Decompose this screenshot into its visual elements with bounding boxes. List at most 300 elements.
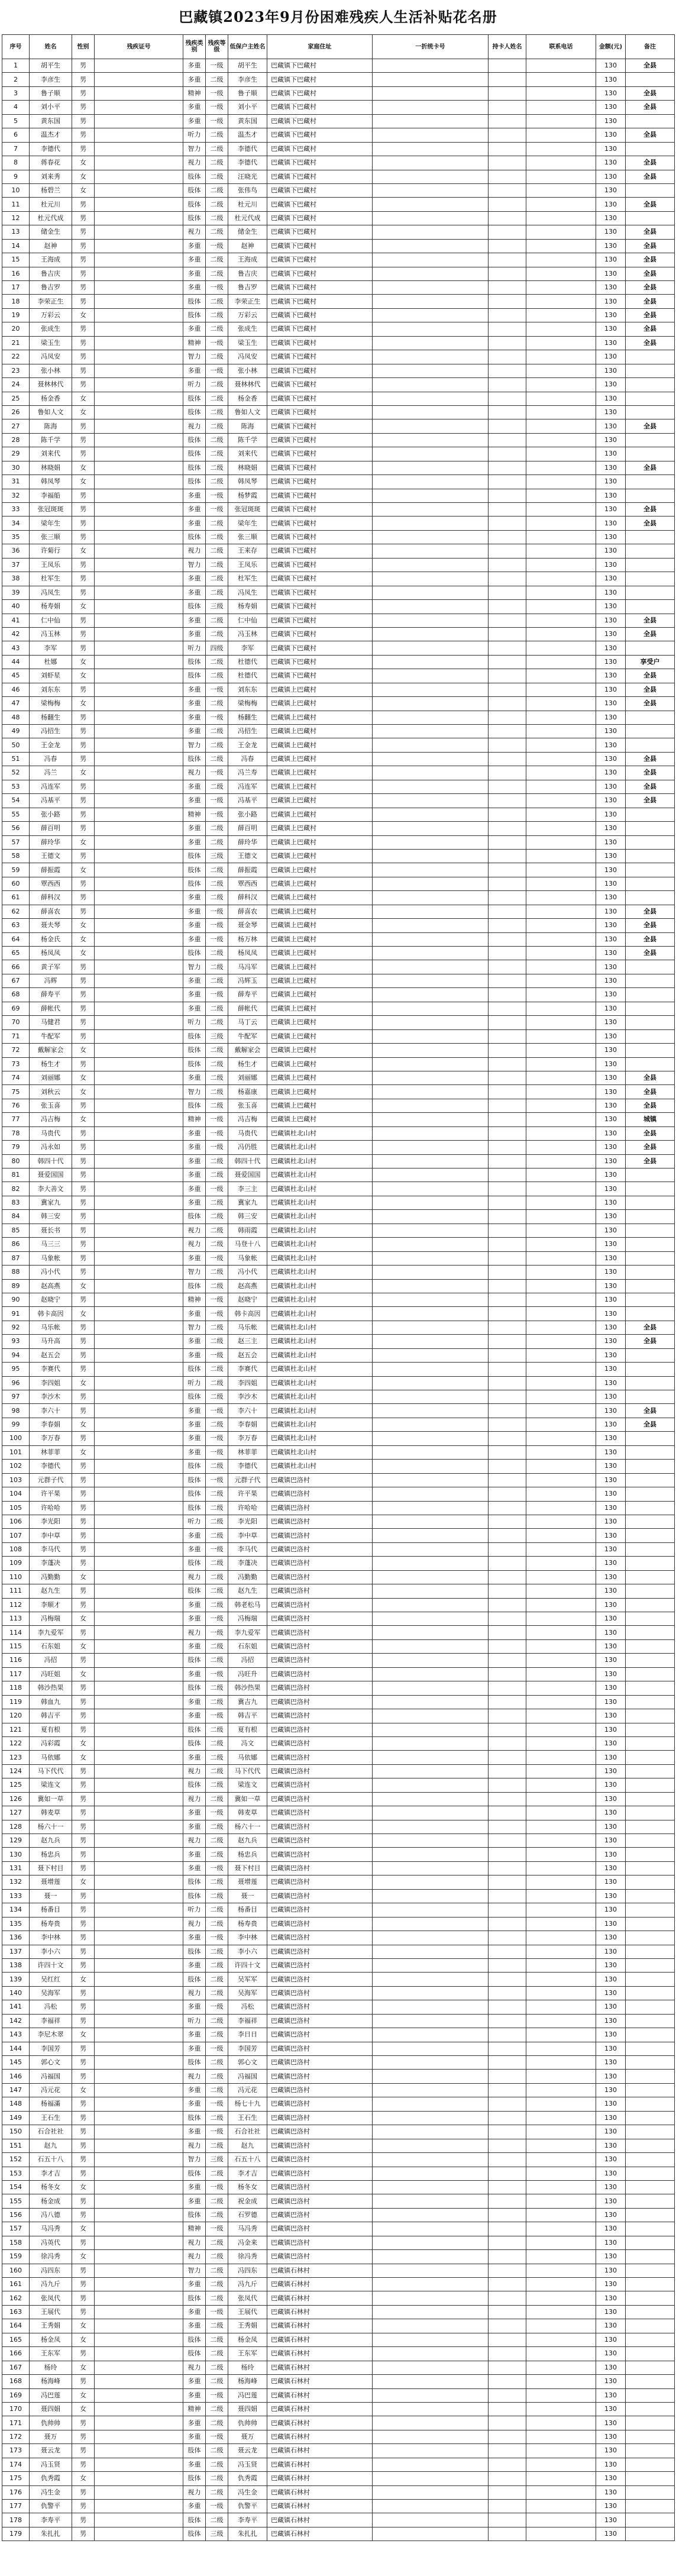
- cell-seq: 47: [2, 697, 30, 711]
- cell-householder: 胡平生: [228, 59, 267, 73]
- cell-note: 全县: [626, 1404, 675, 1418]
- cell-gender: 女: [72, 2222, 95, 2236]
- table-row: [2, 683, 675, 696]
- cell-disability-level: 二级: [206, 461, 228, 474]
- cell-bankcard: [373, 1404, 489, 1418]
- cell-amount: 130: [596, 1570, 626, 1584]
- cell-amount: 130: [596, 1487, 626, 1501]
- cell-disability-level: 二级: [206, 1736, 228, 1750]
- cell-amount: 130: [596, 627, 626, 641]
- cell-seq: 54: [2, 794, 30, 808]
- cell-address: 巴藏镇上巴藏村: [267, 1016, 373, 1029]
- cell-address: 巴藏镇上巴藏村: [267, 780, 373, 793]
- cell-disability-level: 一级: [206, 59, 228, 73]
- cell-disability-type: 多重: [183, 364, 206, 377]
- cell-amount: 130: [596, 1002, 626, 1015]
- cell-amount: 130: [596, 114, 626, 128]
- cell-cardholder: [489, 1945, 526, 1958]
- cell-amount: 130: [596, 988, 626, 1002]
- cell-phone: [526, 1973, 596, 1986]
- cell-seq: 131: [2, 1861, 30, 1875]
- cell-note: [626, 1917, 675, 1931]
- cell-householder: 温杰才: [228, 128, 267, 142]
- cell-disability-type: 视力: [183, 1764, 206, 1778]
- cell-seq: 122: [2, 1736, 30, 1750]
- cell-householder: 许平果: [228, 1487, 267, 1501]
- cell-householder: 李德代: [228, 156, 267, 170]
- cell-address: 巴藏镇下巴藏村: [267, 225, 373, 239]
- cell-phone: [526, 86, 596, 100]
- cell-address: 巴藏镇巴洛村: [267, 1654, 373, 1667]
- table-row: [2, 669, 675, 683]
- cell-disability-level: 二级: [206, 253, 228, 267]
- cell-householder: 冯凤安: [228, 350, 267, 364]
- cell-bankcard: [373, 1848, 489, 1861]
- cell-address: 巴藏镇杜北山村: [267, 1418, 373, 1431]
- cell-idcard: [95, 1348, 183, 1362]
- cell-cardholder: [489, 1044, 526, 1057]
- cell-disability-level: 二级: [206, 669, 228, 683]
- cell-disability-level: 二级: [206, 725, 228, 738]
- cell-address: 巴藏镇巴洛村: [267, 1764, 373, 1778]
- cell-cardholder: [489, 59, 526, 73]
- table-row: [2, 461, 675, 474]
- cell-householder: 王金龙: [228, 738, 267, 752]
- cell-disability-level: 二级: [206, 2070, 228, 2083]
- cell-bankcard: [373, 2264, 489, 2277]
- cell-name: 张凤代: [30, 2291, 72, 2305]
- cell-disability-type: 多重: [183, 1598, 206, 1612]
- cell-phone: [526, 558, 596, 572]
- cell-disability-level: 一级: [206, 919, 228, 932]
- cell-disability-type: 肢体: [183, 392, 206, 405]
- cell-seq: 129: [2, 1834, 30, 1848]
- cell-seq: 178: [2, 2513, 30, 2527]
- cell-amount: 130: [596, 1806, 626, 1820]
- cell-address: 巴藏镇石林村: [267, 2347, 373, 2361]
- cell-amount: 130: [596, 295, 626, 308]
- cell-note: 全县: [626, 683, 675, 696]
- cell-seq: 179: [2, 2527, 30, 2541]
- table-row: [2, 794, 675, 808]
- cell-householder: 李国芳: [228, 2042, 267, 2055]
- cell-name: 仇秀霞: [30, 2472, 72, 2485]
- table-row: [2, 1016, 675, 1029]
- cell-address: 巴藏镇杜北山村: [267, 1335, 373, 1348]
- cell-cardholder: [489, 572, 526, 586]
- cell-name: 马依娜: [30, 1751, 72, 1764]
- cell-name: 李万春: [30, 1432, 72, 1445]
- cell-name: 仁中仙: [30, 614, 72, 627]
- cell-disability-type: 肢体: [183, 1501, 206, 1515]
- cell-disability-type: 肢体: [183, 849, 206, 863]
- cell-address: 巴藏镇上巴藏村: [267, 1113, 373, 1126]
- cell-disability-type: 多重: [183, 101, 206, 114]
- cell-disability-level: 二级: [206, 1266, 228, 1279]
- cell-phone: [526, 932, 596, 946]
- cell-disability-level: 二级: [206, 128, 228, 142]
- cell-seq: 31: [2, 475, 30, 489]
- table-row: [2, 2222, 675, 2236]
- cell-disability-level: 二级: [206, 225, 228, 239]
- cell-name: 马三三: [30, 1238, 72, 1251]
- cell-seq: 164: [2, 2319, 30, 2333]
- table-row: [2, 1861, 675, 1875]
- cell-disability-type: 视力: [183, 2139, 206, 2152]
- cell-cardholder: [489, 2083, 526, 2097]
- table-row: [2, 919, 675, 932]
- cell-disability-level: 二级: [206, 2402, 228, 2416]
- cell-householder: 杨海峰: [228, 2375, 267, 2388]
- cell-gender: 男: [72, 239, 95, 253]
- cell-amount: 130: [596, 59, 626, 73]
- cell-idcard: [95, 1945, 183, 1958]
- cell-seq: 2: [2, 73, 30, 86]
- cell-name: 杜军生: [30, 572, 72, 586]
- cell-amount: 130: [596, 1404, 626, 1418]
- cell-disability-type: 多重: [183, 2125, 206, 2139]
- cell-householder: 李德代: [228, 142, 267, 156]
- cell-amount: 130: [596, 1723, 626, 1736]
- cell-bankcard: [373, 932, 489, 946]
- cell-disability-level: 二级: [206, 170, 228, 183]
- cell-disability-type: 多重: [183, 1404, 206, 1418]
- cell-cardholder: [489, 1792, 526, 1806]
- cell-idcard: [95, 780, 183, 793]
- cell-gender: 男: [72, 1348, 95, 1362]
- cell-phone: [526, 2056, 596, 2070]
- cell-disability-level: 二级: [206, 1917, 228, 1931]
- cell-disability-level: 二级: [206, 2028, 228, 2042]
- cell-amount: 130: [596, 142, 626, 156]
- cell-seq: 58: [2, 849, 30, 863]
- cell-disability-level: 一级: [206, 1612, 228, 1626]
- table-row: [2, 1335, 675, 1348]
- cell-bankcard: [373, 2139, 489, 2152]
- header-amount: 金额(元): [596, 35, 626, 59]
- cell-cardholder: [489, 1071, 526, 1084]
- cell-bankcard: [373, 1973, 489, 1986]
- cell-note: [626, 1363, 675, 1376]
- cell-disability-level: 二级: [206, 378, 228, 392]
- cell-bankcard: [373, 2305, 489, 2319]
- cell-disability-type: 多重: [183, 794, 206, 808]
- table-row: [2, 2375, 675, 2388]
- cell-disability-type: 肢体: [183, 1057, 206, 1071]
- cell-amount: 130: [596, 183, 626, 197]
- cell-name: 冯连军: [30, 780, 72, 793]
- cell-note: [626, 558, 675, 572]
- cell-address: 巴藏镇下巴藏村: [267, 295, 373, 308]
- cell-phone: [526, 1736, 596, 1750]
- cell-bankcard: [373, 1321, 489, 1334]
- cell-phone: [526, 1141, 596, 1154]
- cell-note: [626, 2056, 675, 2070]
- cell-name: 马健君: [30, 1016, 72, 1029]
- cell-idcard: [95, 2278, 183, 2291]
- cell-note: [626, 1626, 675, 1639]
- cell-idcard: [95, 1251, 183, 1265]
- cell-note: [626, 1224, 675, 1237]
- cell-seq: 40: [2, 600, 30, 614]
- cell-bankcard: [373, 1251, 489, 1265]
- cell-amount: 130: [596, 1931, 626, 1945]
- cell-seq: 1: [2, 59, 30, 73]
- cell-phone: [526, 725, 596, 738]
- cell-note: [626, 2111, 675, 2125]
- cell-cardholder: [489, 1529, 526, 1542]
- cell-cardholder: [489, 669, 526, 683]
- cell-name: 杨福滿: [30, 2097, 72, 2111]
- cell-disability-type: 智力: [183, 2264, 206, 2277]
- table-row: [2, 2388, 675, 2402]
- cell-householder: 杜德代: [228, 669, 267, 683]
- cell-disability-level: 二级: [206, 1764, 228, 1778]
- cell-idcard: [95, 1404, 183, 1418]
- cell-phone: [526, 336, 596, 350]
- table-row: [2, 2458, 675, 2471]
- cell-gender: 男: [72, 73, 95, 86]
- cell-amount: 130: [596, 1141, 626, 1154]
- cell-seq: 25: [2, 392, 30, 405]
- cell-householder: 梁梅梅: [228, 697, 267, 711]
- cell-phone: [526, 586, 596, 599]
- cell-address: 巴藏镇上巴藏村: [267, 932, 373, 946]
- cell-amount: 130: [596, 419, 626, 433]
- cell-name: 赵九生: [30, 1584, 72, 1598]
- cell-bankcard: [373, 1515, 489, 1528]
- cell-note: [626, 863, 675, 877]
- cell-phone: [526, 2347, 596, 2361]
- cell-amount: 130: [596, 1626, 626, 1639]
- cell-disability-level: 二级: [206, 183, 228, 197]
- cell-note: [626, 1875, 675, 1889]
- cell-bankcard: [373, 1639, 489, 1653]
- cell-gender: 男: [72, 2458, 95, 2471]
- cell-name: 马象帐: [30, 1251, 72, 1265]
- cell-amount: 130: [596, 1363, 626, 1376]
- cell-disability-level: 一级: [206, 1113, 228, 1126]
- cell-bankcard: [373, 156, 489, 170]
- table-row: [2, 1432, 675, 1445]
- cell-gender: 男: [72, 752, 95, 766]
- cell-householder: 冯凤生: [228, 586, 267, 599]
- cell-gender: 男: [72, 1099, 95, 1112]
- cell-amount: 130: [596, 392, 626, 405]
- cell-householder: 王海成: [228, 253, 267, 267]
- table-row: [2, 73, 675, 86]
- cell-cardholder: [489, 253, 526, 267]
- cell-disability-type: 肢体: [183, 2167, 206, 2180]
- cell-amount: 130: [596, 2388, 626, 2402]
- cell-bankcard: [373, 1141, 489, 1154]
- cell-name: 李尼木翠: [30, 2028, 72, 2042]
- cell-idcard: [95, 822, 183, 835]
- cell-householder: 张三顺: [228, 530, 267, 544]
- cell-disability-level: 二级: [206, 974, 228, 987]
- cell-disability-type: 精神: [183, 1293, 206, 1306]
- cell-disability-type: 多重: [183, 1002, 206, 1015]
- cell-name: 聂夫琴: [30, 919, 72, 932]
- table-row: [2, 503, 675, 517]
- cell-phone: [526, 295, 596, 308]
- cell-idcard: [95, 1376, 183, 1390]
- cell-disability-type: 多重: [183, 697, 206, 711]
- table-row: [2, 988, 675, 1002]
- cell-disability-level: 二级: [206, 1335, 228, 1348]
- cell-phone: [526, 1945, 596, 1958]
- cell-cardholder: [489, 2388, 526, 2402]
- cell-bankcard: [373, 322, 489, 336]
- cell-disability-level: 二级: [206, 1196, 228, 1209]
- cell-note: [626, 2083, 675, 2097]
- cell-disability-type: 多重: [183, 1806, 206, 1820]
- cell-phone: [526, 2208, 596, 2222]
- cell-idcard: [95, 419, 183, 433]
- cell-cardholder: [489, 156, 526, 170]
- cell-householder: 赵高燕: [228, 1279, 267, 1293]
- cell-gender: 男: [72, 1016, 95, 1029]
- table-row: [2, 614, 675, 627]
- cell-cardholder: [489, 1639, 526, 1653]
- cell-address: 巴藏镇巴洛村: [267, 1848, 373, 1861]
- cell-idcard: [95, 558, 183, 572]
- cell-note: 全县: [626, 295, 675, 308]
- cell-amount: 130: [596, 2527, 626, 2541]
- cell-bankcard: [373, 1487, 489, 1501]
- cell-disability-level: 二级: [206, 1390, 228, 1404]
- cell-bankcard: [373, 877, 489, 890]
- cell-address: 巴藏镇下巴藏村: [267, 655, 373, 669]
- cell-name: 王凤乐: [30, 558, 72, 572]
- cell-cardholder: [489, 1085, 526, 1099]
- cell-phone: [526, 1266, 596, 1279]
- cell-disability-type: 多重: [183, 2000, 206, 2014]
- cell-cardholder: [489, 1126, 526, 1140]
- cell-note: [626, 1820, 675, 1833]
- cell-householder: 杜德代: [228, 655, 267, 669]
- cell-seq: 86: [2, 1238, 30, 1251]
- cell-cardholder: [489, 170, 526, 183]
- cell-gender: 女: [72, 405, 95, 419]
- cell-cardholder: [489, 766, 526, 780]
- cell-address: 巴藏镇下巴藏村: [267, 183, 373, 197]
- cell-address: 巴藏镇下巴藏村: [267, 239, 373, 253]
- cell-seq: 29: [2, 447, 30, 461]
- cell-disability-type: 精神: [183, 86, 206, 100]
- cell-address: 巴藏镇下巴藏村: [267, 336, 373, 350]
- cell-bankcard: [373, 697, 489, 711]
- cell-gender: 男: [72, 960, 95, 974]
- cell-name: 万彩云: [30, 308, 72, 322]
- cell-note: 全县: [626, 239, 675, 253]
- cell-gender: 女: [72, 919, 95, 932]
- cell-gender: 女: [72, 1307, 95, 1321]
- cell-householder: 冯兰寿: [228, 766, 267, 780]
- cell-householder: 冯四东: [228, 2264, 267, 2277]
- cell-bankcard: [373, 2236, 489, 2249]
- cell-disability-type: 多重: [183, 2305, 206, 2319]
- cell-gender: 男: [72, 530, 95, 544]
- cell-cardholder: [489, 849, 526, 863]
- cell-householder: 薛喜农: [228, 905, 267, 918]
- cell-bankcard: [373, 919, 489, 932]
- cell-note: [626, 1889, 675, 1903]
- cell-name: 杨生才: [30, 1057, 72, 1071]
- cell-seq: 123: [2, 1751, 30, 1764]
- cell-address: 巴藏镇上巴藏村: [267, 1071, 373, 1084]
- cell-idcard: [95, 101, 183, 114]
- cell-phone: [526, 711, 596, 724]
- cell-bankcard: [373, 960, 489, 974]
- cell-idcard: [95, 960, 183, 974]
- table-row: [2, 101, 675, 114]
- cell-amount: 130: [596, 891, 626, 905]
- cell-seq: 135: [2, 1917, 30, 1931]
- table-row: [2, 1238, 675, 1251]
- cell-phone: [526, 2097, 596, 2111]
- cell-cardholder: [489, 267, 526, 280]
- cell-disability-level: 二级: [206, 2333, 228, 2346]
- cell-disability-level: 一级: [206, 988, 228, 1002]
- cell-name: 陈千学: [30, 433, 72, 447]
- cell-note: [626, 1570, 675, 1584]
- table-row: [2, 447, 675, 461]
- table-row: [2, 1418, 675, 1431]
- cell-address: 巴藏镇下巴藏村: [267, 503, 373, 517]
- cell-name: 冯招: [30, 1654, 72, 1667]
- cell-disability-type: 肢体: [183, 1778, 206, 1792]
- cell-name: 鲁如人文: [30, 405, 72, 419]
- cell-seq: 166: [2, 2347, 30, 2361]
- cell-name: 王海成: [30, 253, 72, 267]
- table-row: [2, 350, 675, 364]
- cell-gender: 女: [72, 2028, 95, 2042]
- cell-seq: 12: [2, 211, 30, 225]
- cell-phone: [526, 1182, 596, 1196]
- cell-name: 李小六: [30, 1945, 72, 1958]
- cell-amount: 130: [596, 1154, 626, 1168]
- cell-disability-level: 二级: [206, 1570, 228, 1584]
- cell-disability-type: 肢体: [183, 461, 206, 474]
- cell-bankcard: [373, 1335, 489, 1348]
- cell-gender: 男: [72, 1404, 95, 1418]
- cell-bankcard: [373, 1626, 489, 1639]
- cell-disability-type: 智力: [183, 558, 206, 572]
- cell-name: 薛科汉: [30, 891, 72, 905]
- cell-disability-level: 一级: [206, 2097, 228, 2111]
- cell-disability-level: 一级: [206, 766, 228, 780]
- cell-address: 巴藏镇上巴藏村: [267, 974, 373, 987]
- cell-address: 巴藏镇石林村: [267, 2472, 373, 2485]
- cell-householder: 韩四十代: [228, 1154, 267, 1168]
- cell-address: 巴藏镇下巴藏村: [267, 392, 373, 405]
- cell-bankcard: [373, 2194, 489, 2208]
- cell-gender: 男: [72, 350, 95, 364]
- cell-bankcard: [373, 2042, 489, 2055]
- table-row: [2, 364, 675, 377]
- cell-disability-level: 二级: [206, 627, 228, 641]
- cell-cardholder: [489, 1751, 526, 1764]
- cell-disability-level: 二级: [206, 614, 228, 627]
- cell-phone: [526, 322, 596, 336]
- cell-note: [626, 1612, 675, 1626]
- cell-phone: [526, 2250, 596, 2264]
- cell-phone: [526, 1307, 596, 1321]
- table-row: [2, 2000, 675, 2014]
- cell-disability-level: 二级: [206, 156, 228, 170]
- cell-bankcard: [373, 1126, 489, 1140]
